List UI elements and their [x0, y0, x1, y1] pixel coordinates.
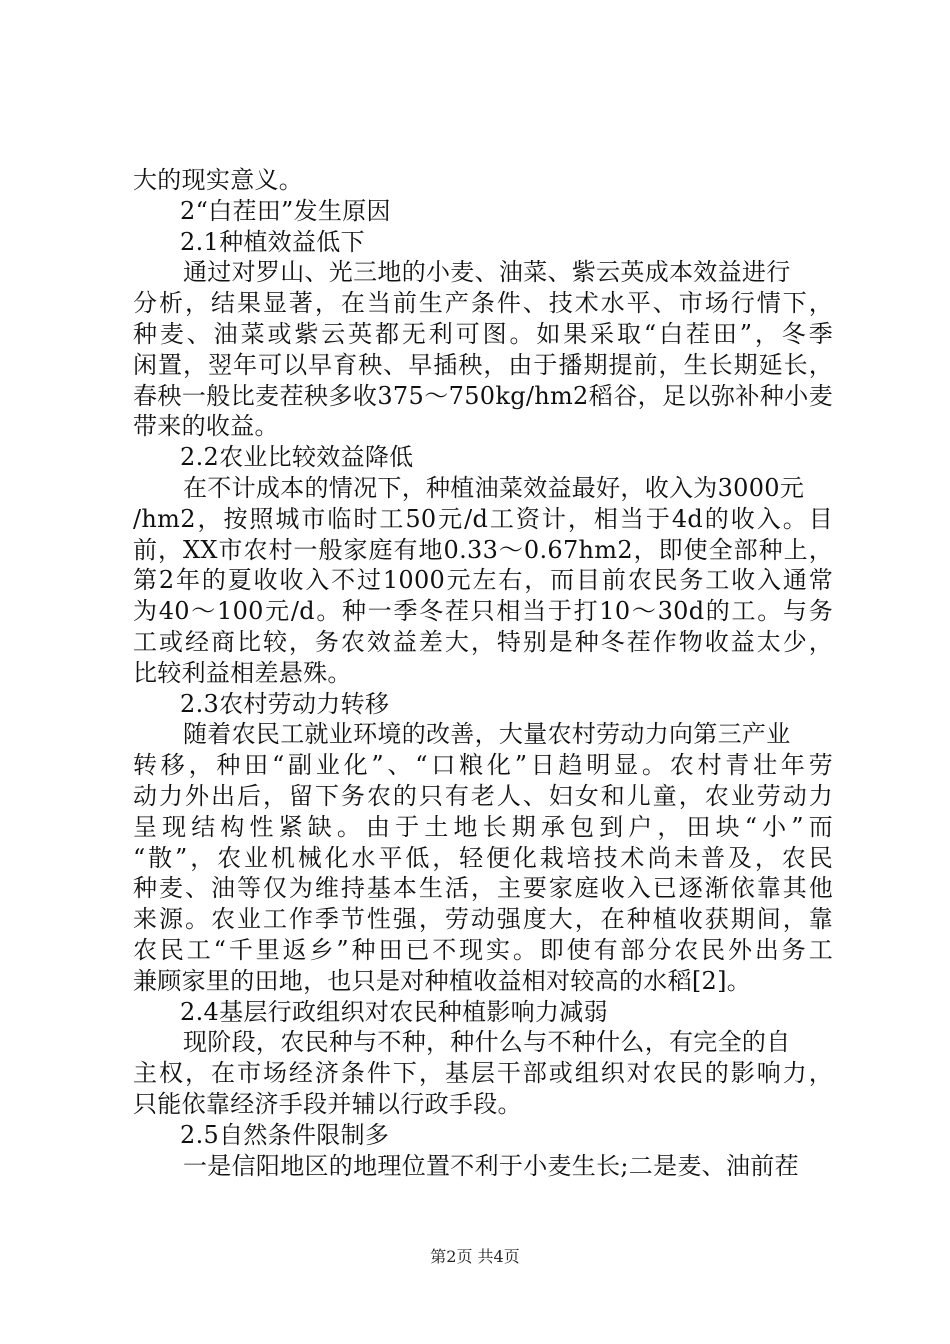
paragraph-line: 主权，在市场经济条件下，基层干部或组织对农民的影响力， — [133, 1059, 833, 1088]
paragraph-line: 兼顾家里的田地，也只是对种植收益相对较高的水稻[2]。 — [133, 966, 752, 995]
paragraph-line: 动力外出后，留下务农的只有老人、妇女和儿童，农业劳动力 — [133, 781, 833, 810]
section-heading: 2“白茬田”发生原因 — [180, 196, 391, 225]
subsection-heading: 2.4基层行政组织对农民种植影响力减弱 — [180, 997, 608, 1026]
paragraph-line: 第2年的夏收收入不过1000元左右，而目前农民务工收入通常 — [133, 566, 833, 595]
paragraph-line: 为40～100元/d。种一季冬茬只相当于打10～30d的工。与务 — [133, 597, 833, 626]
paragraph-line: 现阶段，农民种与不种，种什么与不种什么，有完全的自 — [183, 1028, 791, 1057]
paragraph-line: 前，XX市农村一般家庭有地0.33～0.67hm2，即使全部种上， — [133, 535, 833, 564]
page-number-footer: 第2页 共4页 — [430, 1247, 520, 1266]
paragraph-line: 来源。农业工作季节性强，劳动强度大，在种植收获期间，靠 — [133, 905, 833, 934]
document-body — [133, 165, 833, 1181]
paragraph-line: 种麦、油菜或紫云英都无利可图。如果采取“白茬田”，冬季 — [133, 319, 833, 348]
paragraph-line: 一是信阳地区的地理位置不利于小麦生长;二是麦、油前茬 — [183, 1151, 799, 1180]
paragraph-line: 在不计成本的情况下，种植油菜效益最好，收入为3000元 — [183, 473, 805, 502]
subsection-heading: 2.2农业比较效益降低 — [180, 443, 414, 472]
subsection-heading: 2.3农村劳动力转移 — [180, 689, 390, 718]
paragraph-line: /hm2，按照城市临时工50元/d工资计，相当于4d的收入。目 — [133, 504, 833, 533]
paragraph-line: 闲置，翌年可以早育秧、早插秧，由于播期提前，生长期延长， — [133, 350, 833, 379]
paragraph-line: 只能依靠经济手段并辅以行政手段。 — [133, 1089, 522, 1118]
paragraph-line: 比较利益相差悬殊。 — [133, 658, 352, 687]
paragraph-line: 大的现实意义。 — [133, 166, 304, 194]
paragraph-line: 随着农民工就业环境的改善，大量农村劳动力向第三产业 — [183, 720, 791, 749]
paragraph-line: 种麦、油等仅为维持基本生活，主要家庭收入已逐渐依靠其他 — [133, 874, 833, 903]
paragraph-line: 分析，结果显著，在当前生产条件、技术水平、市场行情下， — [133, 289, 833, 318]
paragraph-line: 带来的收益。 — [133, 412, 279, 441]
paragraph-line: “散”，农业机械化水平低，轻便化栽培技术尚未普及，农民 — [133, 843, 833, 872]
subsection-heading: 2.1种植效益低下 — [180, 227, 365, 256]
paragraph-line: 转移，种田“副业化”、“口粮化”日趋明显。农村青壮年劳 — [133, 751, 833, 780]
paragraph-line: 通过对罗山、光三地的小麦、油菜、紫云英成本效益进行 — [183, 258, 791, 287]
subsection-heading: 2.5自然条件限制多 — [180, 1120, 390, 1149]
paragraph-line: 农民工“千里返乡”种田已不现实。即使有部分农民外出务工 — [133, 935, 833, 964]
paragraph-line: 工或经商比较，务农效益差大，特别是种冬茬作物收益太少， — [133, 627, 833, 656]
paragraph-line: 春秧一般比麦茬秧多收375～750kg/hm2稻谷，足以弥补种小麦 — [133, 381, 833, 410]
paragraph-line: 呈现结构性紧缺。由于土地长期承包到户，田块“小”而 — [133, 812, 833, 841]
